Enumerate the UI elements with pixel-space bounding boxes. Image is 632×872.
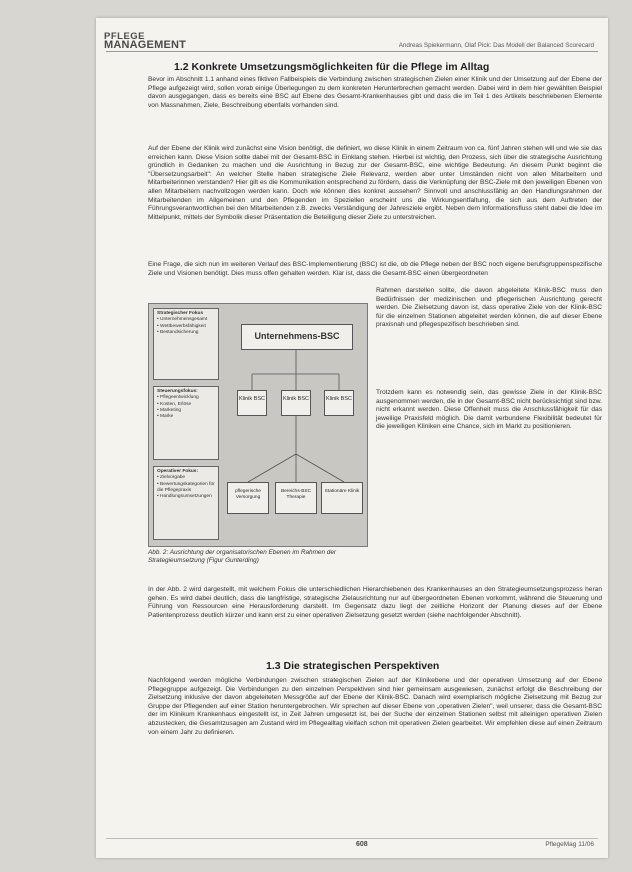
section-title-1-2: 1.2 Konkrete Umsetzungsmöglichkeiten für die Pflege im Alltag (174, 61, 490, 73)
box-title: Steuerungsfokus: (157, 389, 198, 394)
figure-org-levels (148, 303, 366, 579)
issue-label: PflegeMag 11/06 (545, 841, 594, 848)
box-item: • Marke (157, 414, 174, 420)
box-title: Operativer Fokus: (157, 469, 199, 474)
station-box: Stationäre Klinik (321, 482, 363, 514)
journal-logo (104, 32, 186, 50)
strategic-focus-box (153, 308, 219, 380)
station-box: pflegerische Versorgung (227, 482, 269, 514)
section-title-1-3: 1.3 Die strategischen Perspektiven (266, 660, 440, 672)
box-item: • Bewertungskategorien für die Pflegepraxis (157, 481, 215, 493)
box-title: Strategischer Fokus (157, 311, 204, 316)
operative-focus-box (153, 466, 219, 540)
paragraph: Auf der Ebene der Klinik wird zunächst eine Vision benötigt, die definiert, wo diese Klinik in einem Zeitraum von ca. fünf Jahren stehen will und wie sie das erreichen kann. Diese Vision sollte dabei mit der Gesamt-BSC in Einklang stehen. Hierbei ist wichtig, den Prozess, sich über die strategische Ausrichtung gründlich in Gedanken zu machen und die Ausrichtung in Bezug zur der Gesamt-BSC, eine wichtige Bedeutung. An diesem Punkt beginnt die "Übersetzungsarbeit": An welcher Stelle haben strategische Ziele Relevanz, werden aber unter Umständen nicht von allen Mitarbeitern und Mitarbeiterinnen verstanden? Hier gilt es die Kommunikation entsprechend zu fördern, dass die Verknüpfung der BSC-Ziele mit den jeweiligen Ebenen von allen Mitarbeitern nachvollzogen werden kann. Doch wie können dies konkret aussehen? Sinnvoll und anschlussfähig an den Handlungsrahmen der Mitarbeitenden im Allgemeinen und den Pflegenden im Speziellen erscheint uns die Wirkungsentfaltung, die sich aus dem Auftreten der Führungsverantwortlichen bei den Mitarbeitenden z.B. zwecks Verständigung der Jahresziele ergibt. Neben dem Informationsfluss steht dabei die Idee im Mittelpunkt, mittels der Symbolik dieser Präsentation die Beteiligung dieser Ziele zu unterstreichen. (148, 145, 602, 221)
steering-focus-box (153, 386, 219, 460)
page-number: 608 (356, 841, 368, 848)
klinik-bsc-box: Klinik BSC (237, 390, 267, 416)
logo-line-2: MANAGEMENT (104, 39, 187, 51)
running-head: Andreas Spiekermann, Olaf Pick: Das Modell der Balanced Scorecard (398, 42, 594, 49)
box-item: • Kosten, Erlöse (157, 401, 192, 407)
logo-line-1: PFLEGE (104, 31, 146, 42)
box-item: • Handlungsumsetzungen (157, 494, 212, 500)
klinik-bsc-box: Klinik BSC (324, 390, 354, 416)
box-item: • Bestandsicherung (157, 329, 199, 335)
paragraph: In der Abb. 2 wird dargestellt, mit welchem Fokus die unterschiedlichen Hierarchiebenen des Krankenhauses an den Strategieumsetzungsprozess heran gehen. Es wird dabei deutlich, dass die langfristige, strategische Zielausrichtung nur auf übergeordneten Ebenen vorkommt, während die Steuerung und Führung von Ressourcen eine Herausforderung darstellt. Im Gegensatz dazu liegt der zeitliche Horizont der Planung dieses auf der Ebene Patientenprozess deutlich kürzer und kann erst zu einer operativen Zielsetzung gesetzt werden (siehe nachfolgender Abschnitt). (148, 586, 602, 619)
document-page (96, 18, 608, 858)
box-item: • Pflegeentwicklung (157, 395, 199, 401)
paragraph: Bevor im Abschnitt 1.1 anhand eines fiktiven Fallbeispiels die Verbindung zwischen strategischen Zielen einer Klinik und der Umsetzung auf der Ebene der Pflege aufgezeigt wird, sollen vorab einige Überlegungen zu dem konkreten Herunterbrechen gemacht werden. Dabei wird in dem hier gewählten Beispiel davon ausgegangen, dass es bereits eine BSC auf Ebene des Gesamt-Krankenhauses gibt und dass die im Teil 1 des Artikels beschriebenen Elemente von Massnahmen, Ziele, Beschreibung ebenfalls vorhanden sind. (148, 76, 602, 109)
figure-caption: Abb. 2: Ausrichtung der organisatorischen Ebenen im Rahmen der Strategieumsetzung (Figur Gunterding) (148, 549, 337, 564)
paragraph: Eine Frage, die sich nun im weiteren Verlauf des BSC-Implementierung (BSC) ist die, ob die Pflege neben der BSC noch eigene berufsgruppenspezifische Ziele und Visionen benötigt. Dies muss offen gehalten werden. Klar ist, dass die Gesamt-BSC einen übergeordneten (148, 261, 602, 277)
figure-panel (148, 303, 368, 547)
header-rule (106, 51, 598, 52)
klinik-bsc-box: Klinik BSC (281, 390, 311, 416)
station-box: Bereichs-BSC Therapie (275, 482, 317, 514)
footer-rule (106, 838, 598, 839)
box-item: • Zielvorgabe (157, 475, 186, 481)
paragraph: Nachfolgend werden mögliche Verbindungen zwischen strategischen Zielen auf der Klinikebene und der operativen Umsetzung auf der Ebene Pflegegruppe aufgezeigt. Die Verbindungen zu den einzelnen Perspektiven sind hier gemeinsam ausgewiesen, zunächst erfolgt die Beschreibung der Zielsetzung inklusive der davon abgeleiteten Messgröße auf der Ebene der Klinik-BSC. Danach wird exemplarisch mögliche Zielsetzung mit Bezug zur Gruppe der Pflegenden auf einer Station heruntergebrochen. Wir sprechen auf dieser Ebene von „operativen Zielen", weil unserer, dass die Gesamt-BSC der im Klinikum Krankenhaus eingestellt ist, in Zeit Jahren umgesetzt ist, bei der Suche der einzelnen Stationen selbst mit alleinigen operativen Zielen abzustecken, die Gesamtzusagen am Zustand wird im Pflegealltag vielfach schon mit operativen Zielen gearbeitet. Wir empfehlen diese auf einen Zeitraum von einem Jahr zu definieren. (148, 677, 602, 736)
box-item: • Marketing (157, 407, 182, 413)
box-item: • Wettbewerbsfähigkeit (157, 323, 206, 329)
box-item: • Unternehmensgesamt (157, 317, 208, 323)
paragraph: Trotzdem kann es notwendig sein, das gewisse Ziele in der Klinik-BSC ausgenommen werden, die in der Gesamt-BSC nicht berücksichtigt sind bzw. nicht erkannt werden. Diese Offenheit muss die Anschlussfähigkeit für das jeweilige Praxisfeld möglich. Die damit verbundene Flexibilität bedeutet für die jeweiligen Kliniken eine Chance, sich im Markt zu positionieren. (376, 389, 602, 431)
company-bsc-box: Unternehmens-BSC (241, 324, 353, 350)
paragraph: Rahmen darstellen sollte, die davon abgeleitete Klinik-BSC muss den Bedürfnissen der medizinischen und pflegerischen Ausrichtung gerecht werden. Die Zielsetzung davon ist, dass operative Ziele von der Klinik-BSC für die einzelnen Stationen abgeleitet werden können, die auf dieser Ebene praxisnah und pflegespezifisch beschrieben sind. (376, 287, 602, 329)
